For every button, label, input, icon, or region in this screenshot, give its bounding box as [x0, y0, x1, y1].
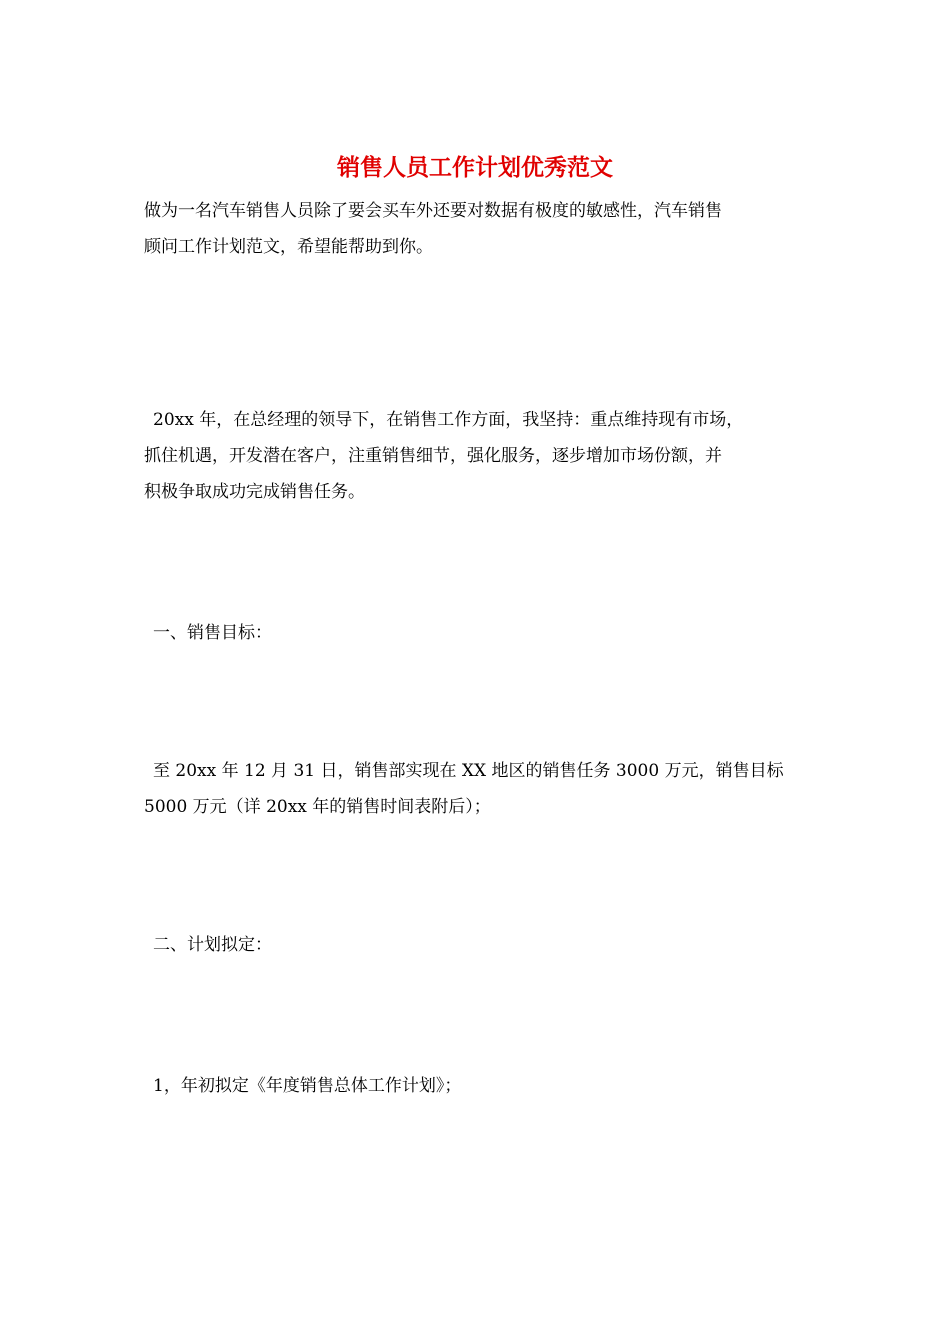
document-title: 销售人员工作计划优秀范文	[337, 154, 613, 181]
heading-2-text: 二、计划拟定：	[153, 935, 272, 955]
summary-line-3: 积极争取成功完成销售任务。	[144, 482, 365, 502]
section-heading-sales-target	[144, 615, 823, 651]
intro-paragraph	[144, 193, 814, 265]
target-line-2: 5000 万元（详 20xx 年的销售时间表附后）；	[144, 797, 491, 817]
summary-line-2: 抓住机遇，开发潜在客户，注重销售细节，强化服务，逐步增加市场份额，并	[144, 446, 722, 466]
intro-line-1: 做为一名汽车销售人员除了要会买车外还要对数据有极度的敏感性，汽车销售	[144, 201, 722, 221]
paragraph-sales-summary	[144, 402, 823, 510]
list-item-1	[144, 1068, 823, 1104]
target-line-1: 至 20xx 年 12 月 31 日，销售部实现在 XX 地区的销售任务 3000 万元，销售目标	[153, 761, 784, 781]
paragraph-sales-target	[144, 753, 823, 825]
summary-line-1: 20xx 年，在总经理的领导下，在销售工作方面，我坚持：重点维持现有市场，	[153, 410, 744, 430]
intro-line-2: 顾问工作计划范文，希望能帮助到你。	[144, 237, 433, 257]
section-heading-plan	[144, 927, 823, 963]
heading-1-text: 一、销售目标：	[153, 623, 272, 643]
item-1-text: 1，年初拟定《年度销售总体工作计划》；	[153, 1076, 462, 1096]
